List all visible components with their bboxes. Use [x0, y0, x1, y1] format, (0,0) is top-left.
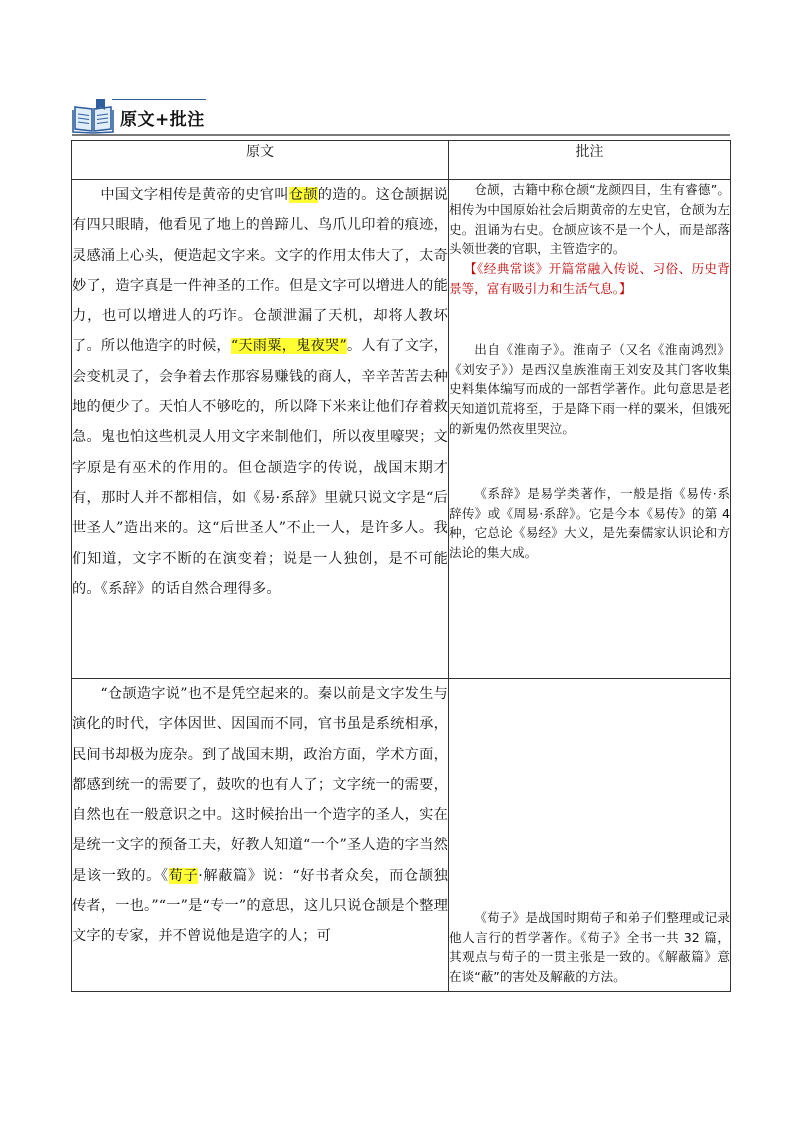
note-xunzi: 《荀子》是战国时期荀子和弟子们整理或记录他人言行的哲学著作。《荀子》全书一共 32 篇，其观点与荀子的一贯主张是一致的。《解蔽篇》意在谈“蔽”的害处及解蔽的方法。 [449, 909, 730, 985]
text-run: ·解蔽篇》说：“好书者众矣，而仓颉独传者，一也。”“一”是“专一”的意思，这儿只说仓颉是个整理文字的专家，并不曾说他是造字的人；可 [72, 867, 448, 945]
original-text-cell [72, 679, 449, 992]
column-header-original: 原文 [72, 141, 449, 180]
table-row [72, 180, 731, 679]
notes-cell [449, 180, 731, 679]
annotation-table [71, 140, 731, 992]
original-text-cell [72, 180, 449, 679]
text-run: 。人有了文字，会变机灵了，会争着去作那容易赚钱的商人，辛辛苦苦去种地的便少了。天怕人不够吃的，所以降下米来让他们存着救急。鬼也怕这些机灵人用文字来制他们，所以夜里嚎哭；文字原是有巫术的作用的。但仓颉造字的传说，战国末期才有，那时人并不都相信，如《易·系辞》里就只说文字是“后世圣人”造出来的。这“后世圣人”不止一人，是许多人。我们知道，文字不断的在演变着；说是一人独创，是不可能的。《系辞》的话自然合理得多。 [72, 338, 449, 597]
highlight-xunzi: 荀子 [168, 867, 199, 884]
text-run: 中国文字相传是黄帝的史官叫 [100, 187, 289, 203]
header-top-rule [112, 99, 206, 100]
notes-cell [449, 679, 731, 992]
note-cangjie: 仓颉，古籍中称仓颉“龙颜四目，生有睿德”。相传为中国原始社会后期黄帝的左史官，仓颉为左史。沮诵为右史。仓颉应该不是一个人，而是部落头领世袭的官职，主管造字的。 [449, 182, 730, 257]
header-bottom-rule [72, 134, 730, 136]
section-header [72, 96, 730, 140]
note-huainanzi: 出自《淮南子》。淮南子（又名《淮南鸿烈》《刘安子》）是西汉皇族淮南王刘安及其门客收集史料集体编写而成的一部哲学著作。此句意思是老天知道饥荒将至，于是降下雨一样的粟米，但饿死的新鬼仍然夜里哭泣。 [449, 341, 730, 436]
table-row [72, 679, 731, 992]
table-header-row [72, 141, 731, 180]
highlight-cangjie: 仓颉 [288, 187, 318, 203]
note-xici: 《系辞》是易学类著作，一般是指《易传·系辞传》或《周易·系辞》。它是今本《易传》的第 4 种，它总论《易经》大义，是先秦儒家认识论和方法论的集大成。 [449, 485, 730, 561]
text-run: “仓颉造字说”也不是凭空起来的。秦以前是文字发生与演化的时代，字体因世、因国而不同，官书虽是系统相承，民间书却极为庞杂。到了战国末期，政治方面，学术方面，都感到统一的需要了，鼓吹的也有人了；文字统一的需要，自然也在一般意识之中。这时候抬出一个造字的圣人，实在是统一文字的预备工夫，好教人知道“一个”圣人造的字当然是该一致的。《 [72, 686, 448, 884]
highlight-quote: “天雨粟，鬼夜哭” [230, 338, 347, 355]
column-header-notes: 批注 [449, 141, 731, 180]
note-tip: 【《经典常谈》开篇常融入传说、习俗、历史背景等，富有吸引力和生活气息。】 [449, 261, 730, 296]
original-paragraph [72, 180, 448, 604]
original-paragraph [72, 679, 448, 952]
text-run: 的造的。这仓颉据说有四只眼睛，他看见了地上的兽蹄儿、鸟爪儿印着的痕迹，灵感涌上心头，便造起文字来。文字的作用太伟大了，太奇妙了，造字真是一件神圣的工作。但是文字可以增进人的能力，也可以增进人的巧诈。仓颉泄漏了天机，却将人教坏了。所以他造字的时候， [72, 187, 448, 355]
open-book-icon [72, 98, 114, 134]
section-title: 原文+批注 [120, 110, 205, 130]
